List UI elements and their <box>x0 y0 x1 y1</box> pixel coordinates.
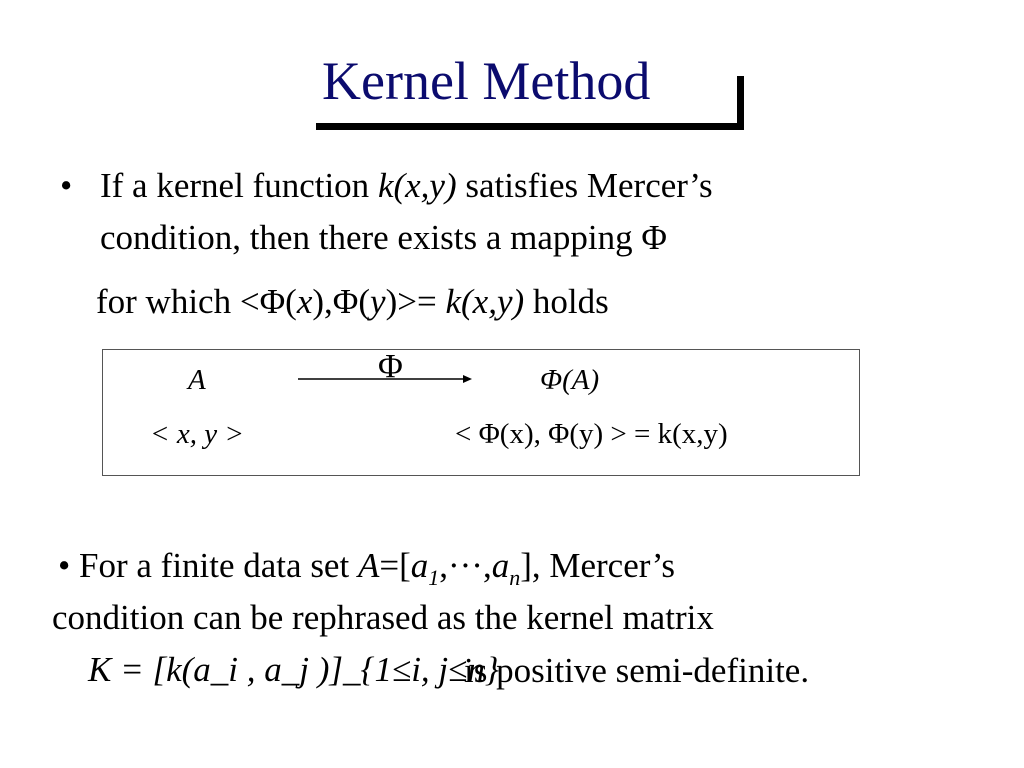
title-underline <box>316 123 744 130</box>
kernel-equation: < Φ(x), Φ(y) > = k(x,y) <box>455 418 728 450</box>
input-set-label: A <box>188 364 206 396</box>
mapping-box <box>102 349 860 476</box>
bullet2-line1: • For a finite data set $A=[a_1,\cdot\cdot\cdot,a_n]$, Mercer’s <box>58 546 676 590</box>
mapped-set-label: Φ(A) <box>540 364 600 396</box>
bullet1-line1: If a kernel function k(x,y) satisfies Mercer’s <box>100 166 713 205</box>
mapping-arrow-label: Φ <box>378 348 403 385</box>
slide-title: Kernel Method <box>322 51 651 111</box>
bullet2-line3: is positive semi-definite. <box>464 651 810 690</box>
bullet2-line2: condition can be rephrased as the kernel matrix <box>52 598 714 637</box>
kernel-matrix-formula: K = [k(a_i , a_j )]_{1≤i, j≤n} <box>88 650 499 689</box>
inner-product-pair: < x, y > <box>150 418 244 450</box>
bullet1-line3: for which <Φ(x),Φ(y)>= k(x,y) holds <box>96 282 609 321</box>
title-underline-tick <box>737 76 744 130</box>
bullet-marker: • <box>60 166 73 205</box>
mapping-arrow-icon <box>298 372 473 386</box>
bullet1-line2: condition, then there exists a mapping Φ <box>100 218 667 257</box>
